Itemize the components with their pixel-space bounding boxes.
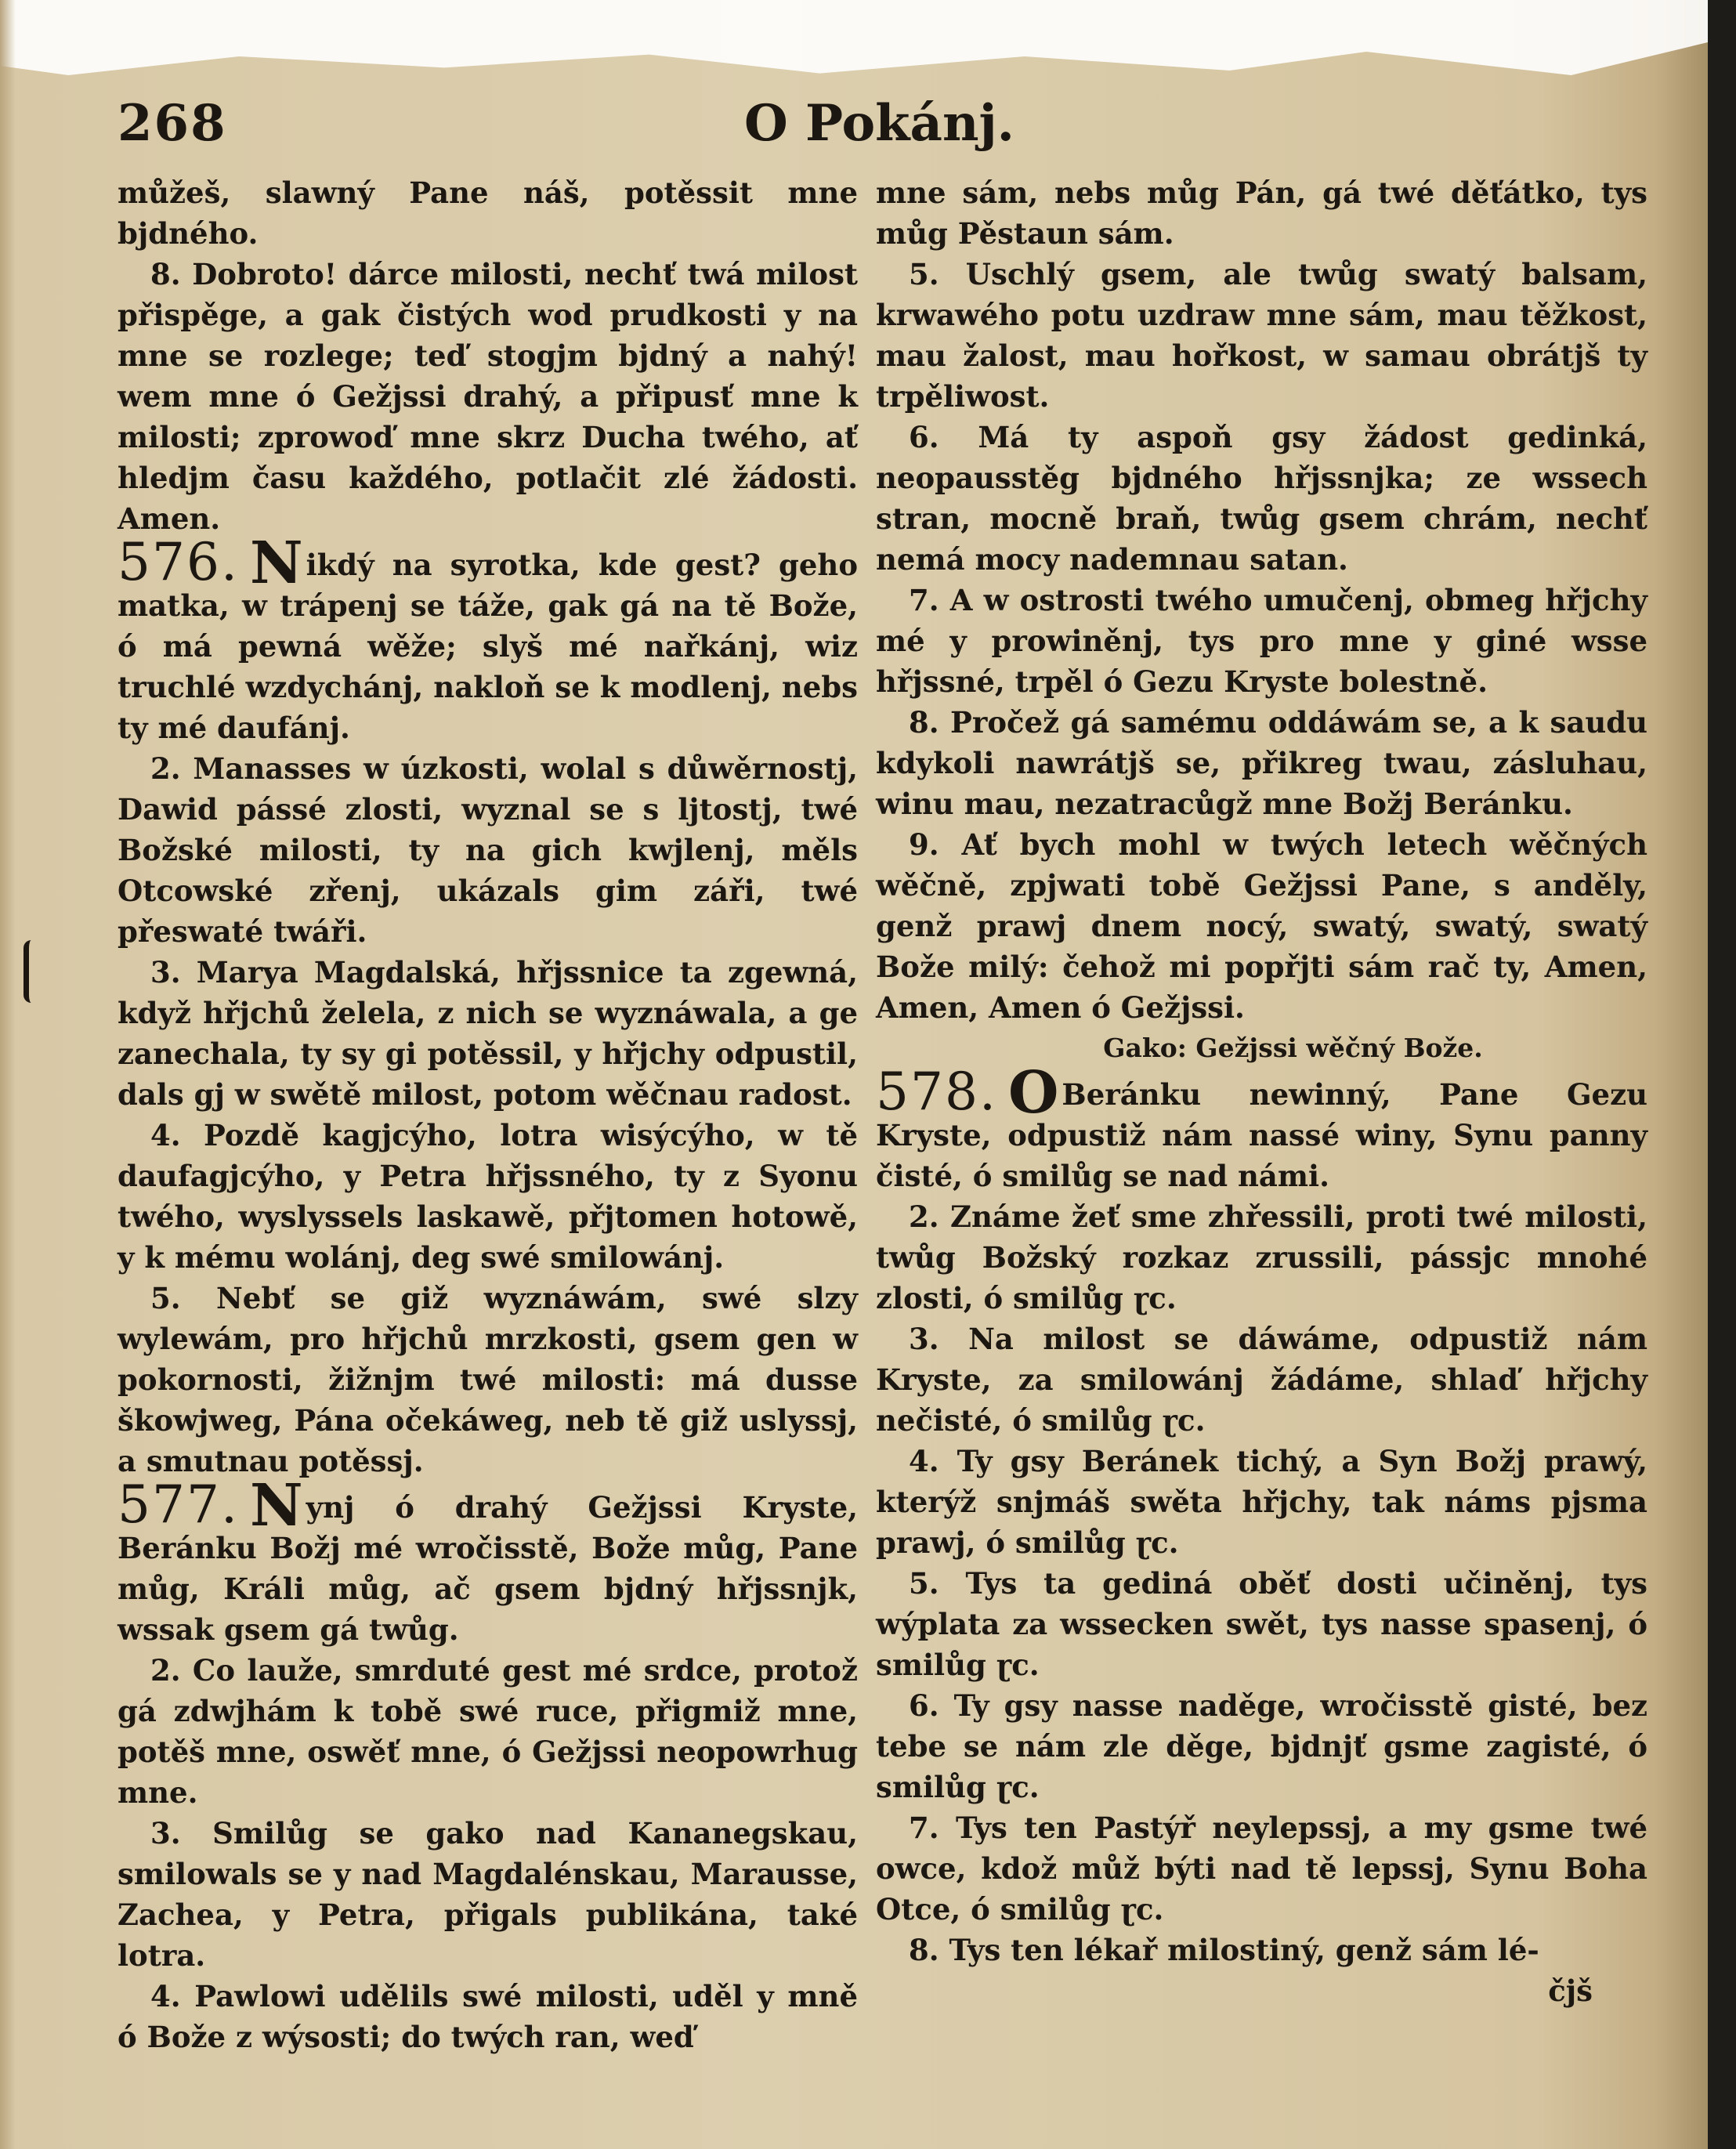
left-column <box>118 172 858 2057</box>
hymn-576 <box>118 530 858 748</box>
margin-bracket-mark <box>24 940 43 1003</box>
hymn-578-verse-6: 6. Ty gsy nasse naděge, wročisstě gisté, bez tebe se nám zle děge, bjdnjť gsme zagisté, ó smilůg ɽc. <box>876 1688 1647 1804</box>
hymn-578-verse-4: 4. Ty gsy Beránek tichý, a Syn Božj prawý, kterýž snjmáš swěta hřjchy, tak náms pjsma prawj, ó smilůg ɽc. <box>876 1444 1647 1560</box>
hymn-578-verse-2: 2. Známe žeť sme zhřessili, proti twé milosti, twůg Božský rozkaz zrussili, pássjc mnohé zlosti, ó smilůg ɽc. <box>876 1199 1647 1315</box>
hymn-577-verse-6: 6. Má ty aspoň gsy žádost gedinká, neopausstěg bjdného hřjssnjka; ze wssech stran, mocně braň, twůg gsem chrám, nechť nemá mocy nademnau satan. <box>876 420 1647 577</box>
hymn-577-verse-3: 3. Smilůg se gako nad Kananegskau, smilowals se y nad Magdalénskau, Marausse, Zachea, y Petra, přigals publikána, také lotra. <box>118 1816 858 1973</box>
hymn-577-verse-8: 8. Pročež gá samému oddáwám se, a k saudu kdykoli nawrátjš se, přikreg twau, zásluhau, winu mau, nezatracůgž mne Božj Beránku. <box>876 705 1647 821</box>
hymn-577-verse-5: 5. Uschlý gsem, ale twůg swatý balsam, krwawého potu uzdraw mne sám, mau těžkost, mau žalost, mau hořkost, w samau obrátjš ty trpěliwost. <box>876 257 1647 414</box>
hymn-576-verse-2: 2. Manasses w úzkosti, wolal s důwěrnostj, Dawid pássé zlosti, wyznal se s ljtostj, twé Božské milosti, ty na gich kwjlenj, měls Otcowské zřenj, ukázals gim záři, twé přeswaté twáři. <box>118 751 858 949</box>
page-gutter <box>0 0 16 2149</box>
left-intro-text: můžeš, slawný Pane náš, potěssit mne bjdného. <box>118 175 858 251</box>
left-verse-8: 8. Dobroto! dárce milosti, nechť twá milost přispěge, a gak čistých wod prudkosti y na mne se rozlege; teď stogjm bjdný a nahý! wem mne ó Gežjssi drahý, a připusť mne k milosti; zprowoď mne skrz Ducha twého, ať hledjm času každého, potlačit zlé žádosti. Amen. <box>118 257 858 536</box>
hymn-578 <box>876 1059 1647 1196</box>
page-header <box>118 94 1669 165</box>
hymn-577-verse-4: 4. Pawlowi udělils swé milosti, uděl y mně ó Bože z wýsosti; do twých ran, weď <box>118 1979 858 2054</box>
hymn-577-text: ynj ó drahý Gežjssi Kryste, Beránku Božj mé wročisstě, Bože můg, Pane můg, Králi můg, ač gsem bjdný hřjssnjk, wssak gsem gá twůg. <box>118 1490 858 1647</box>
right-column <box>876 172 1647 2011</box>
right-intro-text: mne sám, nebs můg Pán, gá twé děťátko, tys můg Pěstaun sám. <box>876 175 1647 251</box>
hymn-number-576: 576. <box>118 532 239 592</box>
book-edge-shadow <box>1708 0 1736 2149</box>
running-head: O Pokánj. <box>744 94 1014 153</box>
hymn-578-verse-5: 5. Tys ta gediná oběť dosti učiněnj, tys wýplata za wssecken swět, tys nasse spasenj, ó smilůg ɽc. <box>876 1566 1647 1682</box>
hymn-578-text: Beránku newinný, Pane Gezu Kryste, odpustiž nám nassé winy, Synu panny čisté, ó smilůg se nad námi. <box>876 1077 1647 1193</box>
hymn-577 <box>118 1472 858 1650</box>
hymn-577-verse-2: 2. Co lauže, smrduté gest mé srdce, protož gá zdwjhám k tobě swé ruce, přigmiž mne, potěš mne, oswěť mne, ó Gežjssi neopowrhug mne. <box>118 1653 858 1810</box>
page-number: 268 <box>118 94 227 153</box>
hymn-576-initial: N <box>249 530 303 597</box>
hymn-578-verse-8: 8. Tys ten lékař milostiný, genž sám lé- <box>909 1933 1539 1967</box>
hymn-number-578: 578. <box>876 1062 997 1122</box>
catchword: čjš <box>1548 1974 1593 2008</box>
hymn-576-text: ikdý na syrotka, kde gest? geho matka, w trápenj se táže, gak gá na tě Bože, ó má pewná wěže; slyš mé nařkánj, wiz truchlé wzdychánj, nakloň se k modlenj, nebs ty mé daufánj. <box>118 548 858 745</box>
page-stain <box>0 0 1708 94</box>
hymn-578-initial: O <box>1007 1059 1059 1127</box>
hymn-number-577: 577. <box>118 1474 239 1535</box>
hymn-576-verse-5: 5. Nebť se giž wyznáwám, swé slzy wylewám, pro hřjchů mrzkosti, gsem gen w pokornosti, žižnjm twé milosti: má dusse škowjweg, Pána očekáweg, neb tě giž uslyssj, a smutnau potěssj. <box>118 1281 858 1478</box>
hymn-578-verse-7: 7. Tys ten Pastýř neylepssj, a my gsme twé owce, kdož můž býti nad tě lepssj, Synu Boha Otce, ó smilůg ɽc. <box>876 1811 1647 1927</box>
hymn-577-verse-9: 9. Ať bych mohl w twých letech wěčných wěčně, zpjwati tobě Gežjssi Pane, s anděly, genž prawj dnem nocý, swatý, swatý, swatý Bože milý: čehož mi popřjti sám rač ty, Amen, Amen, Amen ó Gežjssi. <box>876 827 1647 1025</box>
hymn-577-initial: N <box>249 1472 303 1539</box>
hymn-576-verse-4: 4. Pozdě kagjcýho, lotra wisýcýho, w tě daufagjcýho, y Petra hřjssného, ty z Syonu twého, wyslyssels laskawě, přjtomen hotowě, y k mému wolánj, deg swé smilowánj. <box>118 1118 858 1275</box>
hymn-577-verse-7: 7. A w ostrosti twého umučenj, obmeg hřjchy mé y prowiněnj, tys pro mne y giné wsse hřjssné, trpěl ó Gezu Kryste bolestně. <box>876 583 1647 699</box>
hymn-576-verse-3: 3. Marya Magdalská, hřjssnice ta zgewná, když hřjchů želela, z nich se wyznáwala, a ge zanechala, ty sy gi potěssil, y hřjchy odpustil, dals gj w swětě milost, potom wěčnau radost. <box>118 955 858 1112</box>
hymn-578-verse-3: 3. Na milost se dáwáme, odpustiž nám Kryste, za smilowánj žádáme, shlaď hřjchy nečisté, ó smilůg ɽc. <box>876 1322 1647 1438</box>
melody-note: Gako: Gežjssi wěčný Bože. <box>1103 1033 1483 1063</box>
